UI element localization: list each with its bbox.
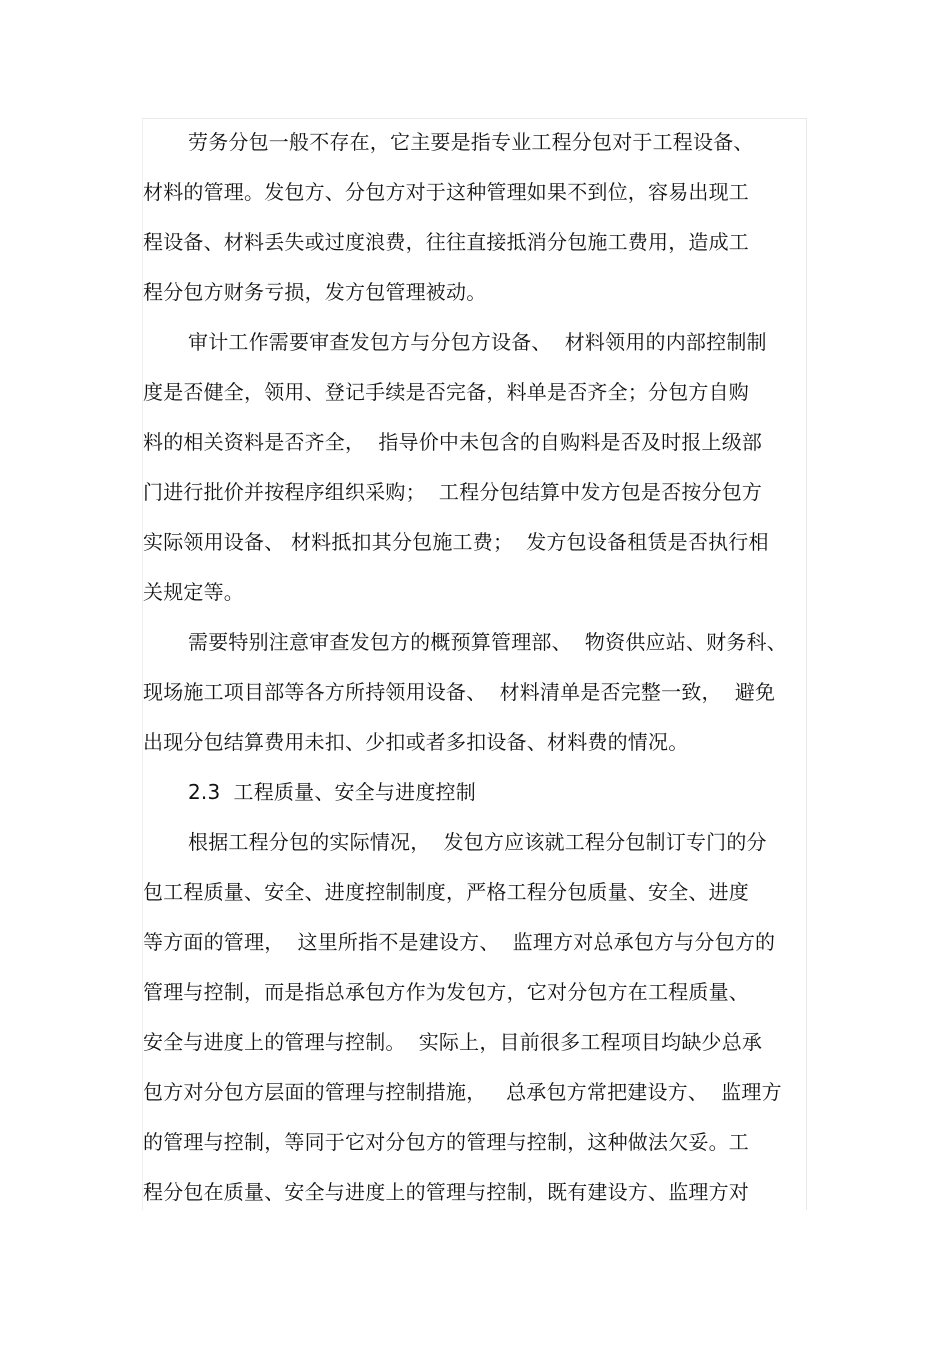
paragraph-1-line-1: 劳务分包一般不存在，它主要是指专业工程分包对于工程设备、 [188,130,754,154]
paragraph-4-line-5: 安全与进度上的管理与控制。 实际上，目前很多工程项目均缺少总承 [143,1030,763,1054]
paragraph-4-line-7: 的管理与控制，等同于它对分包方的管理与控制，这种做法欠妥。工 [143,1130,749,1154]
paragraph-2-line-1: 审计工作需要审查发包方与分包方设备、 材料领用的内部控制制 [188,330,767,354]
section-heading-2-3: 2.3 工程质量、安全与进度控制 [188,780,476,804]
paragraph-2-line-4: 门进行批价并按程序组织采购； 工程分包结算中发方包是否按分包方 [143,480,763,504]
paragraph-4-line-6: 包方对分包方层面的管理与控制措施， 总承包方常把建设方、 监理方 [143,1080,782,1104]
paragraph-2-line-3: 料的相关资料是否齐全， 指导价中未包含的自购料是否及时报上级部 [143,430,763,454]
paragraph-3-line-2: 现场施工项目部等各方所持领用设备、 材料清单是否完整一致， 避免 [143,680,776,704]
paragraph-1-line-2: 材料的管理。发包方、分包方对于这种管理如果不到位，容易出现工 [143,180,749,204]
paragraph-2-line-5: 实际领用设备、 材料抵扣其分包施工费； 发方包设备租赁是否执行相 [143,530,769,554]
paragraph-4-line-2: 包工程质量、安全、进度控制制度，严格工程分包质量、安全、进度 [143,880,749,904]
paragraph-2-line-6: 关规定等。 [143,580,244,604]
paragraph-2-line-2: 度是否健全，领用、登记手续是否完备，料单是否齐全；分包方自购 [143,380,749,404]
paragraph-3-line-1: 需要特别注意审查发包方的概预算管理部、 物资供应站、财务科、 [188,630,787,654]
paragraph-3-line-3: 出现分包结算费用未扣、少扣或者多扣设备、材料费的情况。 [143,730,689,754]
paragraph-1-line-3: 程设备、材料丢失或过度浪费，往往直接抵消分包施工费用，造成工 [143,230,749,254]
paragraph-1-line-4: 程分包方财务亏损，发方包管理被动。 [143,280,487,304]
paragraph-4-line-1: 根据工程分包的实际情况， 发包方应该就工程分包制订专门的分 [188,830,767,854]
paragraph-4-line-4: 管理与控制，而是指总承包方作为发包方，它对分包方在工程质量、 [143,980,749,1004]
paragraph-4-line-8: 程分包在质量、安全与进度上的管理与控制，既有建设方、监理方对 [143,1180,749,1204]
paragraph-4-line-3: 等方面的管理， 这里所指不是建设方、 监理方对总承包方与分包方的 [143,930,776,954]
